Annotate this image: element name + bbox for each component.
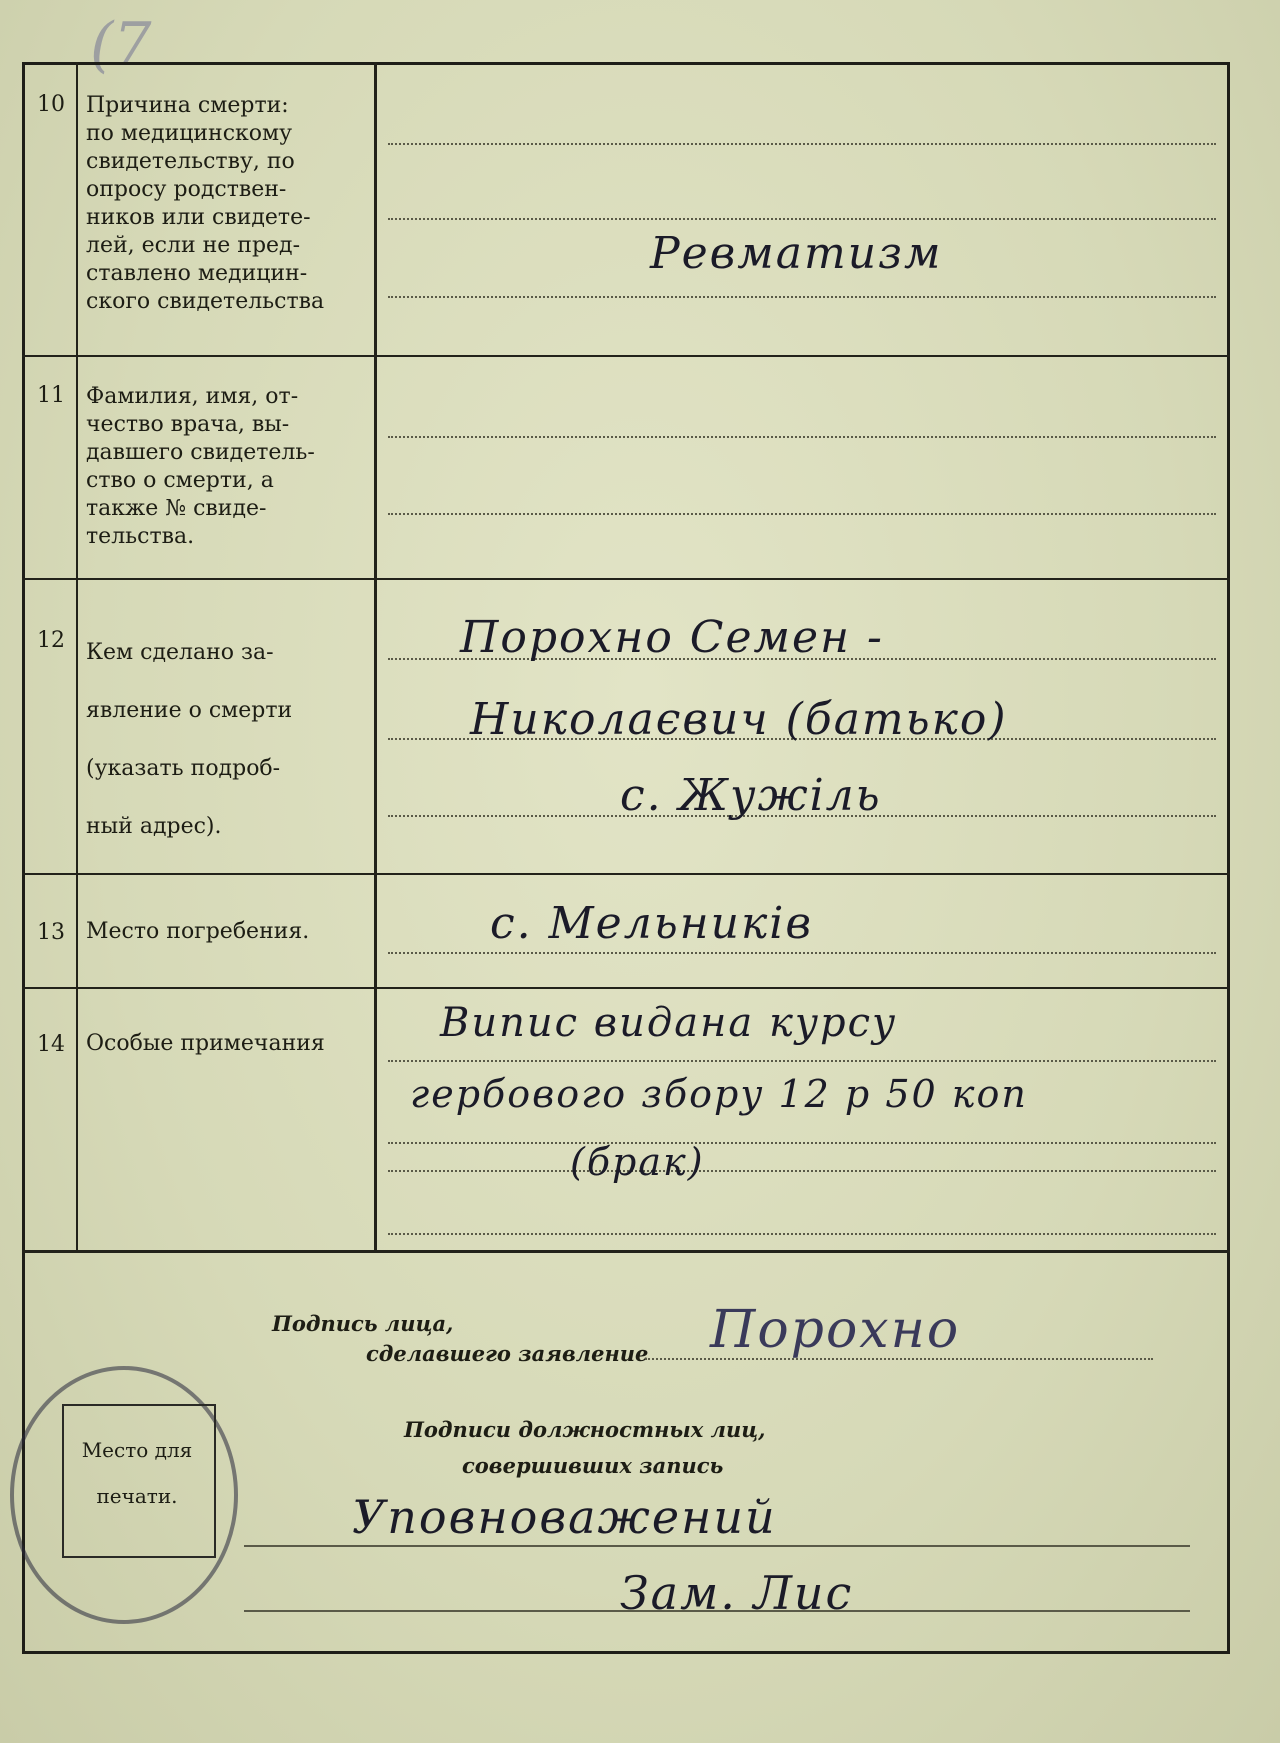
row-number: 12: [37, 628, 65, 653]
row-number: 10: [37, 92, 65, 117]
entry-line: [388, 1233, 1216, 1235]
applicant-signature-label-2: сделавшего заявление: [366, 1341, 649, 1366]
entry-line: [388, 513, 1216, 515]
handwritten-note-line-3: (брак): [570, 1140, 705, 1184]
row-label-applicant: Кем сделано за- явление о смерти (указать подроб- ный адрес).: [86, 640, 293, 839]
handwritten-note-line-2: гербового збору 12 р 50 коп: [410, 1072, 1028, 1116]
row-separator: [22, 355, 1230, 357]
row-label-special-notes: Особые примечания: [86, 1031, 325, 1056]
applicant-signature-label-1: Подпись лица,: [272, 1311, 454, 1336]
label-column-line: [374, 62, 377, 1250]
row-number: 11: [37, 383, 65, 408]
corner-mark: (7: [90, 10, 152, 80]
handwritten-cause: Ревматизм: [650, 228, 943, 279]
row-label-doctor: Фамилия, имя, от- чество врача, вы- давшего свидетель- ство о смерти, а также № свиде- тельства.: [86, 384, 315, 549]
entry-line: [388, 143, 1216, 145]
row-label-cause-of-death: Причина смерти: по медицинскому свидетельству, по опросу родствен- ников или свидете- лей, если не пред- ставлено медицин- ского свидетельства: [86, 93, 325, 314]
official-signature-2: Зам. Лис: [620, 1566, 854, 1620]
entry-line: [388, 1060, 1216, 1062]
row-separator: [22, 578, 1230, 580]
entry-line: [388, 1170, 1216, 1172]
entry-line: [388, 952, 1216, 954]
handwritten-applicant-address: с. Жужіль: [620, 770, 882, 821]
row-separator: [22, 1250, 1230, 1253]
row-label-burial-place: Место погребения.: [86, 919, 310, 944]
row-separator: [22, 873, 1230, 875]
applicant-signature: Порохно: [710, 1300, 961, 1360]
official-signature-line: [244, 1545, 1190, 1547]
entry-line: [388, 436, 1216, 438]
stamp-label-2: печати.: [96, 1484, 178, 1508]
handwritten-burial-place: с. Мельників: [490, 898, 813, 949]
num-column-line: [76, 62, 78, 1250]
officials-signature-label-1: Подписи должностных лиц,: [404, 1417, 766, 1442]
handwritten-applicant-patronymic: Николаєвич (батько): [470, 694, 1008, 745]
handwritten-applicant-name: Порохно Семен -: [460, 612, 884, 663]
entry-line: [388, 1142, 1216, 1144]
row-separator: [22, 987, 1230, 989]
row-number: 13: [37, 920, 65, 945]
stamp-placeholder-box: [62, 1404, 216, 1558]
entry-line: [388, 218, 1216, 220]
stamp-label-1: Место для: [81, 1438, 193, 1462]
handwritten-note-line-1: Випис видана курсу: [440, 1000, 898, 1046]
row-number: 14: [37, 1032, 65, 1057]
officials-signature-label-2: совершивших запись: [462, 1453, 724, 1478]
official-signature-1: Уповноважений: [352, 1490, 777, 1544]
entry-line: [388, 296, 1216, 298]
